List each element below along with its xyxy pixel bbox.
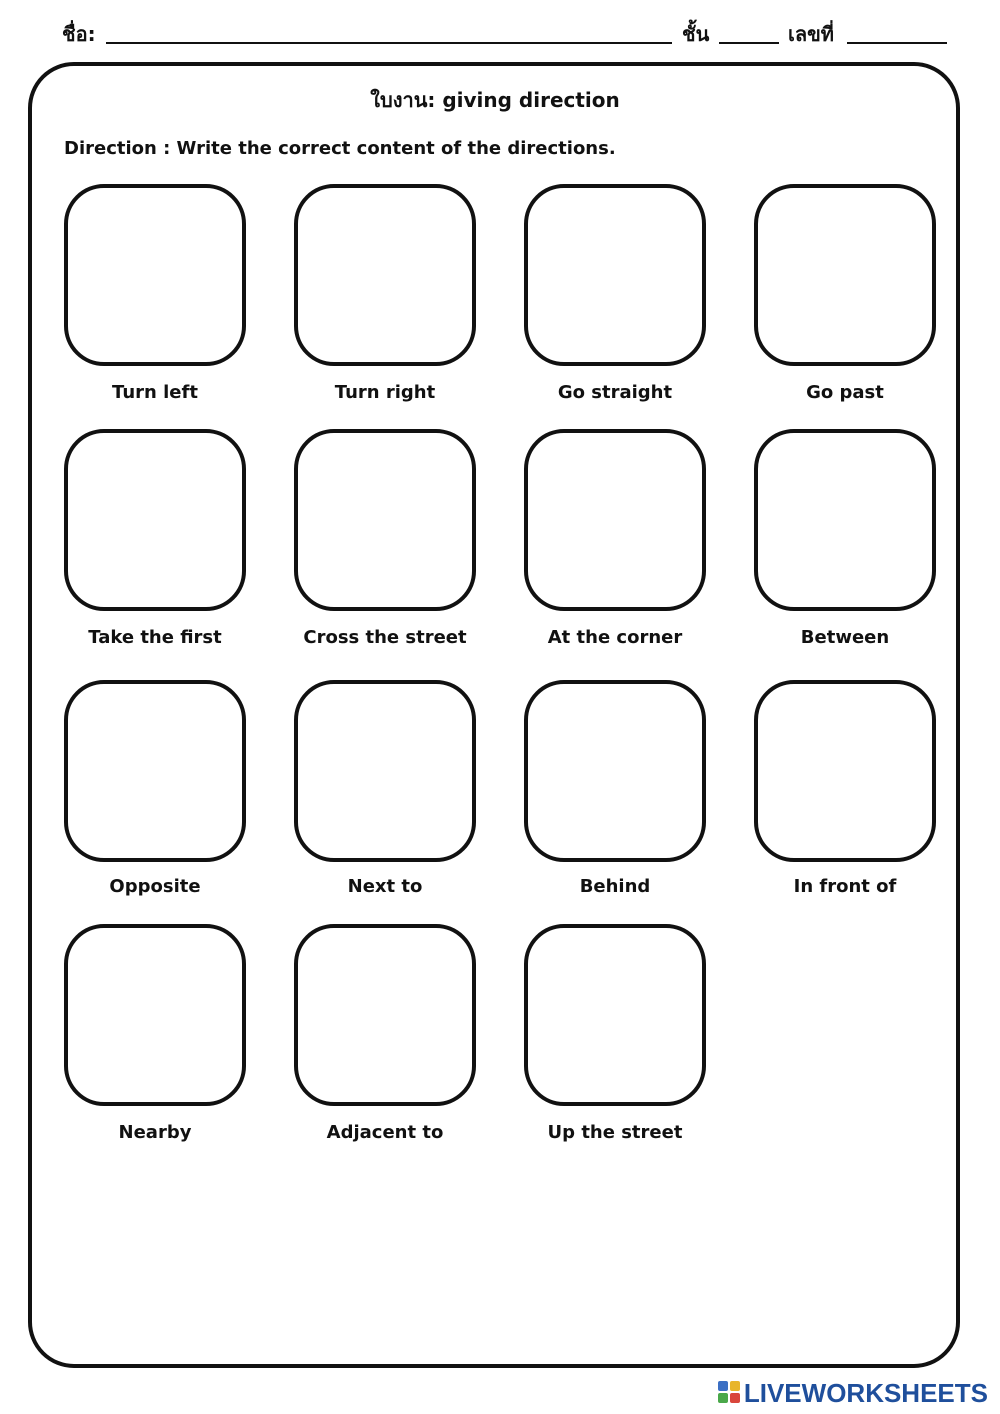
direction-label: Cross the street [303, 627, 467, 648]
direction-label: Up the street [547, 1122, 683, 1143]
direction-card [294, 429, 476, 648]
direction-card [64, 184, 246, 403]
liveworksheets-watermark[interactable] [718, 1378, 988, 1408]
direction-label: Opposite [109, 876, 201, 897]
direction-label: Go straight [557, 382, 673, 403]
direction-card [294, 680, 476, 897]
number-blank-line[interactable] [847, 18, 947, 44]
answer-box[interactable] [754, 680, 936, 862]
direction-card [754, 680, 936, 897]
answer-box[interactable] [64, 429, 246, 611]
direction-label: Behind [579, 876, 651, 897]
answer-box[interactable] [64, 924, 246, 1106]
answer-box[interactable] [754, 429, 936, 611]
class-label: ชั้น [682, 22, 710, 46]
instruction-text: Direction : Write the correct content of the directions. [64, 138, 616, 159]
name-label: ชื่อ: [62, 22, 96, 46]
direction-label: Turn right [334, 382, 436, 403]
answer-box[interactable] [524, 680, 706, 862]
direction-card [64, 680, 246, 897]
answer-box[interactable] [294, 680, 476, 862]
worksheet-title: ใบงาน: giving direction [370, 88, 620, 112]
number-label: เลขที่ [788, 22, 834, 46]
answer-box[interactable] [524, 924, 706, 1106]
direction-card [64, 924, 246, 1143]
direction-card [294, 924, 476, 1143]
direction-label: Adjacent to [326, 1122, 444, 1143]
direction-card [524, 680, 706, 897]
direction-label: Nearby [118, 1122, 192, 1143]
class-blank-line[interactable] [719, 18, 779, 44]
answer-box[interactable] [294, 429, 476, 611]
direction-card [754, 184, 936, 403]
answer-box[interactable] [64, 680, 246, 862]
answer-box[interactable] [754, 184, 936, 366]
answer-box[interactable] [64, 184, 246, 366]
direction-label: Between [800, 627, 890, 648]
direction-card [524, 184, 706, 403]
direction-card [754, 429, 936, 648]
student-info-header [62, 18, 948, 54]
direction-label: At the corner [547, 627, 683, 648]
direction-label: Next to [347, 876, 423, 897]
direction-label: Take the first [88, 627, 222, 648]
liveworksheets-logo-icon [718, 1381, 742, 1405]
answer-box[interactable] [524, 429, 706, 611]
answer-box[interactable] [524, 184, 706, 366]
direction-label: Turn left [112, 382, 198, 403]
watermark-text: LIVEWORKSHEETS [743, 1377, 988, 1408]
answer-box[interactable] [294, 184, 476, 366]
answer-box[interactable] [294, 924, 476, 1106]
direction-label: In front of [793, 876, 897, 897]
direction-card [524, 924, 706, 1143]
name-blank-line[interactable] [106, 18, 672, 44]
direction-card [64, 429, 246, 648]
direction-label: Go past [806, 382, 884, 403]
direction-card [524, 429, 706, 648]
direction-card [294, 184, 476, 403]
